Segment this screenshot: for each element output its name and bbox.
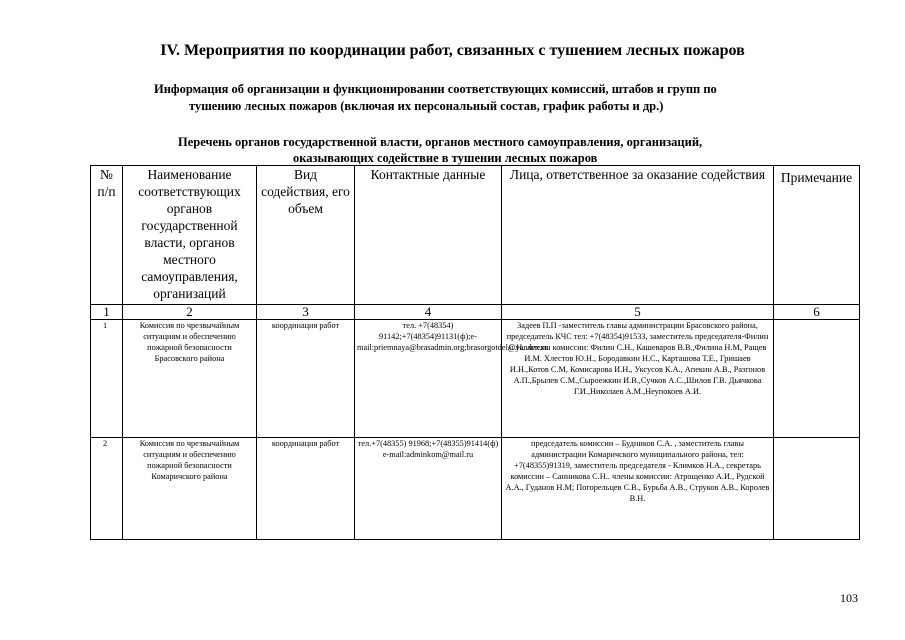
header-name: Наименование соответствующих органов государственной власти, органов местного самоуправления, организаций <box>123 166 257 305</box>
row-name: Комиссия по чрезвычайным ситуациям и обеспечению пожарной безопасности Комаричского района <box>123 438 257 540</box>
row-persons: председатель комиссии – Будников С.А. , заместитель главы администрации Комаричского муниципального района, тел: +7(48355)91319, заместитель председателя - Климков Н.А., секретарь комиссии – Санникова С.Н.. члены комиссии: Атрощенко А.И., Рудской А.А., Гуданов Н.М; Погорельцев С.В., Бурьба А.В., Струков А.В., Королев В.Н. <box>502 438 774 540</box>
row-contacts: тел.+7(48355) 91968;+7(48355)91414(ф) e-mail:adminkom@mail.ru <box>355 438 502 540</box>
column-number: 4 <box>355 305 502 320</box>
column-number-row <box>91 305 860 320</box>
list-heading-line1: Перечень органов государственной власти, органов местного самоуправления, организаций, <box>178 135 703 149</box>
header-contacts: Контактные данные <box>355 166 502 305</box>
section-title: IV. Мероприятия по координации работ, связанных с тушением лесных пожаров <box>160 42 745 59</box>
header-num: № п/п <box>91 166 123 305</box>
table-row <box>91 438 860 540</box>
header-note: Примечание <box>774 166 860 305</box>
row-type: координация работ <box>257 438 355 540</box>
row-contacts: тел. +7(48354) 91142;+7(48354)91131(ф);e-mail:priemnaya@brasadmin.org;brasorgotdel@yandex.ru <box>355 320 502 438</box>
column-number: 5 <box>502 305 774 320</box>
column-number: 3 <box>257 305 355 320</box>
table-row <box>91 320 860 438</box>
row-num: 2 <box>91 438 123 540</box>
info-heading-line1: Информация об организации и функционировании соответствующих комиссий, штабов и групп по <box>154 82 717 96</box>
column-number: 1 <box>91 305 123 320</box>
row-num: 1 <box>91 320 123 438</box>
column-number: 6 <box>774 305 860 320</box>
assistance-table <box>90 165 860 540</box>
header-type: Вид содействия, его объем <box>257 166 355 305</box>
info-heading-line2: тушению лесных пожаров (включая их персональный состав, график работы и др.) <box>189 99 664 113</box>
row-persons: Задеев П.П -заместитель главы администрации Брасовского района, председатель КЧС тел: +7(48354)91533, заместитель председателя-Филин С.Н. .члены комиссии: Филин С.Н., Кашеваров В.В.,Филина Н.М, Ращев И.М. Хлестов Ю.Н., Бородавкин Н.С., Карташова Т.Е., Гришаев И.Н.,Котов С.М, Комисарова И.Н., Уксусов К.А., Апекин А.В., Разгонов А.П.,Брылев С.М.,Сыроежкин И.В.,Сучков А.С.,Шилов Г.В. Дьячкова Г.И.,Николаев А.М.,Неупокоев А.И. <box>502 320 774 438</box>
page-number: 103 <box>840 591 858 605</box>
row-note <box>774 320 860 438</box>
header-persons: Лица, ответственное за оказание содействия <box>502 166 774 305</box>
row-type: координация работ <box>257 320 355 438</box>
row-note <box>774 438 860 540</box>
row-name: Комиссия по чрезвычайным ситуациям и обеспечению пожарной безопасности Брасовского района <box>123 320 257 438</box>
table-header-row <box>91 166 860 305</box>
column-number: 2 <box>123 305 257 320</box>
list-heading-line2: оказывающих содействие в тушении лесных пожаров <box>293 151 598 165</box>
